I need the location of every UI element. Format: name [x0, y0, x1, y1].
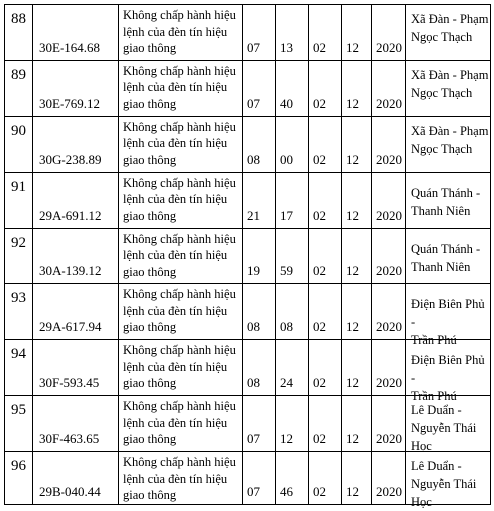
hour-value: 07 [247, 484, 260, 500]
location-cell [406, 452, 491, 510]
day-value: 02 [313, 39, 326, 55]
location-line: Quán Thánh - [411, 241, 481, 256]
month-cell [342, 340, 372, 396]
plate-cell [33, 173, 119, 229]
month-cell [342, 173, 372, 229]
row-number: 94 [11, 346, 26, 363]
minute-cell [276, 117, 309, 173]
minute-value: 08 [280, 319, 293, 335]
month-value: 12 [346, 263, 359, 279]
row-number: 93 [11, 290, 26, 307]
violation-cell [119, 5, 243, 61]
year-value: 2020 [376, 431, 402, 447]
license-plate: 30E-769.12 [39, 95, 101, 111]
violation-cell [119, 396, 243, 452]
stt-cell [5, 396, 33, 452]
minute-value: 24 [280, 375, 293, 391]
row-number: 91 [11, 178, 26, 195]
minute-cell [276, 452, 309, 505]
location-line: Điện Biên Phủ - [411, 297, 485, 330]
day-value: 02 [313, 95, 326, 111]
row-number: 90 [11, 122, 26, 139]
location-cell [406, 61, 491, 117]
hour-cell [243, 340, 276, 396]
location-text [411, 122, 488, 158]
violation-line: giao thông [123, 488, 177, 503]
minute-cell [276, 173, 309, 229]
hour-cell [243, 396, 276, 452]
year-cell [372, 5, 406, 61]
violation-line: Không chấp hành hiệu [123, 455, 236, 470]
violation-line: Không chấp hành hiệu [123, 343, 236, 358]
violation-line: Không chấp hành hiệu [123, 287, 236, 302]
year-value: 2020 [376, 319, 402, 335]
violation-line: lệnh của đèn tín hiệu [123, 248, 228, 263]
day-cell [309, 117, 342, 173]
location-line: Ngọc Thạch [411, 141, 473, 156]
hour-value: 08 [247, 151, 260, 167]
location-line: Điện Biên Phủ - [411, 353, 485, 386]
violations-table [4, 4, 491, 510]
minute-cell [276, 340, 309, 396]
hour-cell [243, 5, 276, 61]
stt-cell [5, 284, 33, 340]
year-value: 2020 [376, 39, 402, 55]
violation-line: Không chấp hành hiệu [123, 119, 236, 134]
year-cell [372, 284, 406, 340]
table-row [5, 61, 491, 117]
row-number: 96 [11, 458, 26, 475]
violation-line: giao thông [123, 432, 177, 447]
day-cell [309, 396, 342, 452]
table-row [5, 396, 491, 452]
plate-cell [33, 396, 119, 452]
location-text [411, 66, 488, 102]
plate-cell [33, 284, 119, 340]
table-row [5, 452, 491, 510]
table-row [5, 173, 491, 229]
month-cell [342, 284, 372, 340]
violation-text [123, 454, 236, 504]
violation-cell [119, 61, 243, 117]
day-cell [309, 229, 342, 285]
year-cell [372, 117, 406, 173]
violation-cell [119, 452, 243, 505]
hour-cell [243, 173, 276, 229]
location-cell [406, 284, 491, 348]
stt-cell [5, 229, 33, 285]
plate-cell [33, 117, 119, 173]
license-plate: 30F-463.65 [39, 431, 100, 447]
location-line: Xã Đàn - Phạm [411, 67, 489, 82]
violation-line: giao thông [123, 376, 177, 391]
day-value: 02 [313, 375, 326, 391]
location-line: Học [411, 495, 432, 510]
location-cell [406, 396, 491, 452]
violation-line: Không chấp hành hiệu [123, 399, 236, 414]
month-value: 12 [346, 319, 359, 335]
day-value: 02 [313, 207, 326, 223]
violation-line: lệnh của đèn tín hiệu [123, 359, 228, 374]
plate-cell [33, 452, 119, 505]
location-line: Thanh Niên [411, 203, 471, 218]
year-cell [372, 229, 406, 285]
month-value: 12 [346, 375, 359, 391]
violation-line: giao thông [123, 208, 177, 223]
month-cell [342, 229, 372, 285]
year-cell [372, 396, 406, 452]
year-value: 2020 [376, 375, 402, 391]
day-value: 02 [313, 484, 326, 500]
row-number: 88 [11, 11, 26, 27]
minute-value: 13 [280, 39, 293, 55]
plate-cell [33, 61, 119, 117]
minute-value: 59 [280, 263, 293, 279]
location-line: Trần Phú [411, 389, 457, 404]
violation-line: Không chấp hành hiệu [123, 8, 236, 22]
year-cell [372, 452, 406, 505]
day-cell [309, 284, 342, 340]
violation-text [123, 119, 236, 169]
minute-value: 00 [280, 151, 293, 167]
violation-line: lệnh của đèn tín hiệu [123, 471, 228, 486]
month-cell [342, 61, 372, 117]
day-value: 02 [313, 319, 326, 335]
location-line: Xã Đàn - Phạm [411, 12, 489, 26]
violation-text [123, 398, 236, 448]
hour-value: 21 [247, 207, 260, 223]
location-text [411, 457, 476, 511]
stt-cell [5, 117, 33, 173]
table-row [5, 5, 491, 61]
license-plate: 30G-238.89 [39, 151, 102, 167]
violation-line: Không chấp hành hiệu [123, 63, 236, 78]
hour-cell [243, 284, 276, 340]
stt-cell [5, 452, 33, 505]
hour-value: 19 [247, 263, 260, 279]
location-line: Ngọc Thạch [411, 30, 473, 44]
license-plate: 29B-040.44 [39, 484, 101, 500]
minute-cell [276, 5, 309, 61]
violation-line: lệnh của đèn tín hiệu [123, 80, 228, 95]
month-value: 12 [346, 151, 359, 167]
license-plate: 30A-139.12 [39, 263, 102, 279]
hour-value: 07 [247, 431, 260, 447]
day-cell [309, 5, 342, 61]
month-value: 12 [346, 95, 359, 111]
year-value: 2020 [376, 484, 402, 500]
table-row [5, 340, 491, 404]
location-line: Quán Thánh - [411, 185, 481, 200]
day-cell [309, 61, 342, 117]
month-value: 12 [346, 431, 359, 447]
month-value: 12 [346, 39, 359, 55]
stt-cell [5, 173, 33, 229]
month-value: 12 [346, 207, 359, 223]
violation-cell [119, 173, 243, 229]
violation-text [123, 342, 236, 392]
location-line: Lê Duẩn - [411, 403, 462, 418]
violation-line: giao thông [123, 96, 177, 111]
year-cell [372, 173, 406, 229]
license-plate: 30F-593.45 [39, 375, 100, 391]
violation-line: Không chấp hành hiệu [123, 175, 236, 190]
minute-cell [276, 229, 309, 285]
location-text [411, 10, 488, 46]
minute-cell [276, 61, 309, 117]
location-cell [406, 5, 491, 61]
year-value: 2020 [376, 207, 402, 223]
violation-cell [119, 229, 243, 285]
location-cell [406, 117, 491, 173]
minute-value: 40 [280, 95, 293, 111]
location-line: Học [411, 439, 432, 454]
location-cell [406, 340, 491, 404]
violation-line: giao thông [123, 152, 177, 167]
year-cell [372, 340, 406, 396]
table-row [5, 229, 491, 285]
month-cell [342, 396, 372, 452]
minute-cell [276, 284, 309, 340]
violation-cell [119, 117, 243, 173]
row-number: 92 [11, 234, 26, 251]
hour-cell [243, 117, 276, 173]
hour-cell [243, 452, 276, 505]
stt-cell [5, 61, 33, 117]
minute-value: 46 [280, 484, 293, 500]
hour-cell [243, 229, 276, 285]
location-text [411, 184, 480, 220]
violation-line: giao thông [123, 41, 177, 55]
location-cell [406, 229, 491, 285]
year-value: 2020 [376, 263, 402, 279]
month-cell [342, 5, 372, 61]
minute-value: 17 [280, 207, 293, 223]
month-value: 12 [346, 484, 359, 500]
location-line: Ngọc Thạch [411, 85, 473, 100]
year-cell [372, 61, 406, 117]
violation-line: lệnh của đèn tín hiệu [123, 136, 228, 151]
violation-text [123, 231, 236, 281]
violation-text [123, 7, 236, 57]
minute-value: 12 [280, 431, 293, 447]
table-row [5, 117, 491, 173]
location-line: Trần Phú [411, 333, 457, 348]
violation-cell [119, 340, 243, 396]
location-line: Lê Duẩn - [411, 459, 462, 474]
row-number: 95 [11, 402, 26, 419]
violation-line: lệnh của đèn tín hiệu [123, 192, 228, 207]
location-line: Nguyễn Thái [411, 477, 477, 492]
location-text [411, 401, 476, 455]
license-plate: 29A-691.12 [39, 207, 102, 223]
table-row [5, 284, 491, 348]
location-cell [406, 173, 491, 229]
day-cell [309, 452, 342, 505]
day-value: 02 [313, 151, 326, 167]
violation-line: giao thông [123, 320, 177, 335]
location-line: Nguyễn Thái [411, 421, 477, 436]
day-value: 02 [313, 431, 326, 447]
violation-line: Không chấp hành hiệu [123, 231, 236, 246]
violation-text [123, 63, 236, 113]
violation-line: lệnh của đèn tín hiệu [123, 303, 228, 318]
plate-cell [33, 5, 119, 61]
hour-value: 08 [247, 375, 260, 391]
year-value: 2020 [376, 151, 402, 167]
license-plate: 29A-617.94 [39, 319, 102, 335]
hour-value: 08 [247, 319, 260, 335]
row-number: 89 [11, 66, 26, 83]
violation-line: giao thông [123, 264, 177, 279]
stt-cell [5, 340, 33, 396]
month-cell [342, 117, 372, 173]
day-cell [309, 340, 342, 396]
violation-line: lệnh của đèn tín hiệu [123, 415, 228, 430]
month-cell [342, 452, 372, 505]
hour-cell [243, 61, 276, 117]
hour-value: 07 [247, 39, 260, 55]
hour-value: 07 [247, 95, 260, 111]
day-value: 02 [313, 263, 326, 279]
violation-text [123, 175, 236, 225]
plate-cell [33, 340, 119, 396]
day-cell [309, 173, 342, 229]
stt-cell [5, 5, 33, 61]
violation-cell [119, 284, 243, 340]
violation-line: lệnh của đèn tín hiệu [123, 24, 228, 39]
location-line: Thanh Niên [411, 259, 471, 274]
year-value: 2020 [376, 95, 402, 111]
plate-cell [33, 229, 119, 285]
minute-cell [276, 396, 309, 452]
location-line: Xã Đàn - Phạm [411, 123, 489, 138]
license-plate: 30E-164.68 [39, 39, 101, 55]
violation-text [123, 286, 236, 336]
location-text [411, 240, 480, 276]
